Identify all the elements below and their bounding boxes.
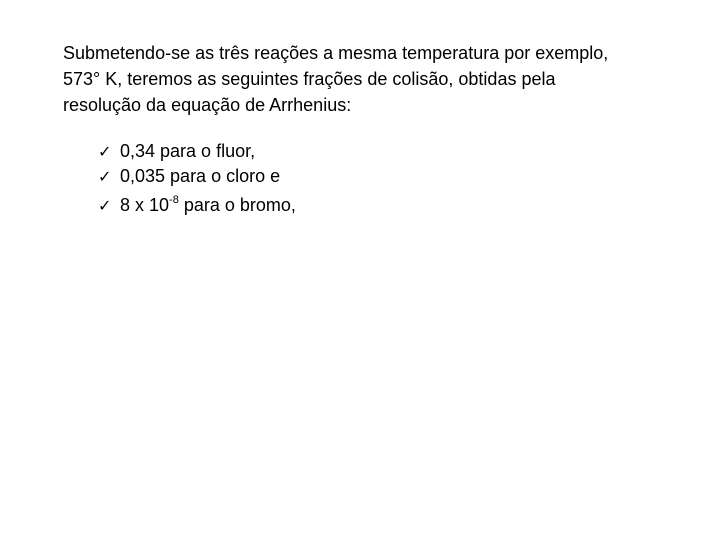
list-item-fluor (98, 139, 296, 164)
list-item-text (120, 189, 296, 217)
intro-paragraph (63, 40, 703, 118)
intro-line-3: resolução da equação de Arrhenius: (63, 95, 352, 115)
list-item-bromo (98, 189, 296, 218)
checkmark-icon: ✓ (98, 142, 112, 161)
intro-line-1: Submetendo-se as três reações a mesma temperatura por exemplo, (63, 43, 609, 63)
collision-fraction-list (98, 139, 296, 218)
intro-line-2: 573° K, teremos as seguintes frações de colisão, obtidas pela (63, 69, 556, 89)
checkmark-icon: ✓ (98, 196, 112, 215)
list-item-text-base: 8 x 10 (120, 195, 170, 215)
list-item-text-rest: para o bromo, (178, 195, 296, 215)
exponent: -8 (169, 194, 179, 206)
list-item-text: 0,035 para o cloro e (120, 166, 281, 186)
checkmark-icon: ✓ (98, 167, 112, 186)
list-item-cloro (98, 164, 296, 189)
list-item-text: 0,34 para o fluor, (120, 141, 256, 161)
